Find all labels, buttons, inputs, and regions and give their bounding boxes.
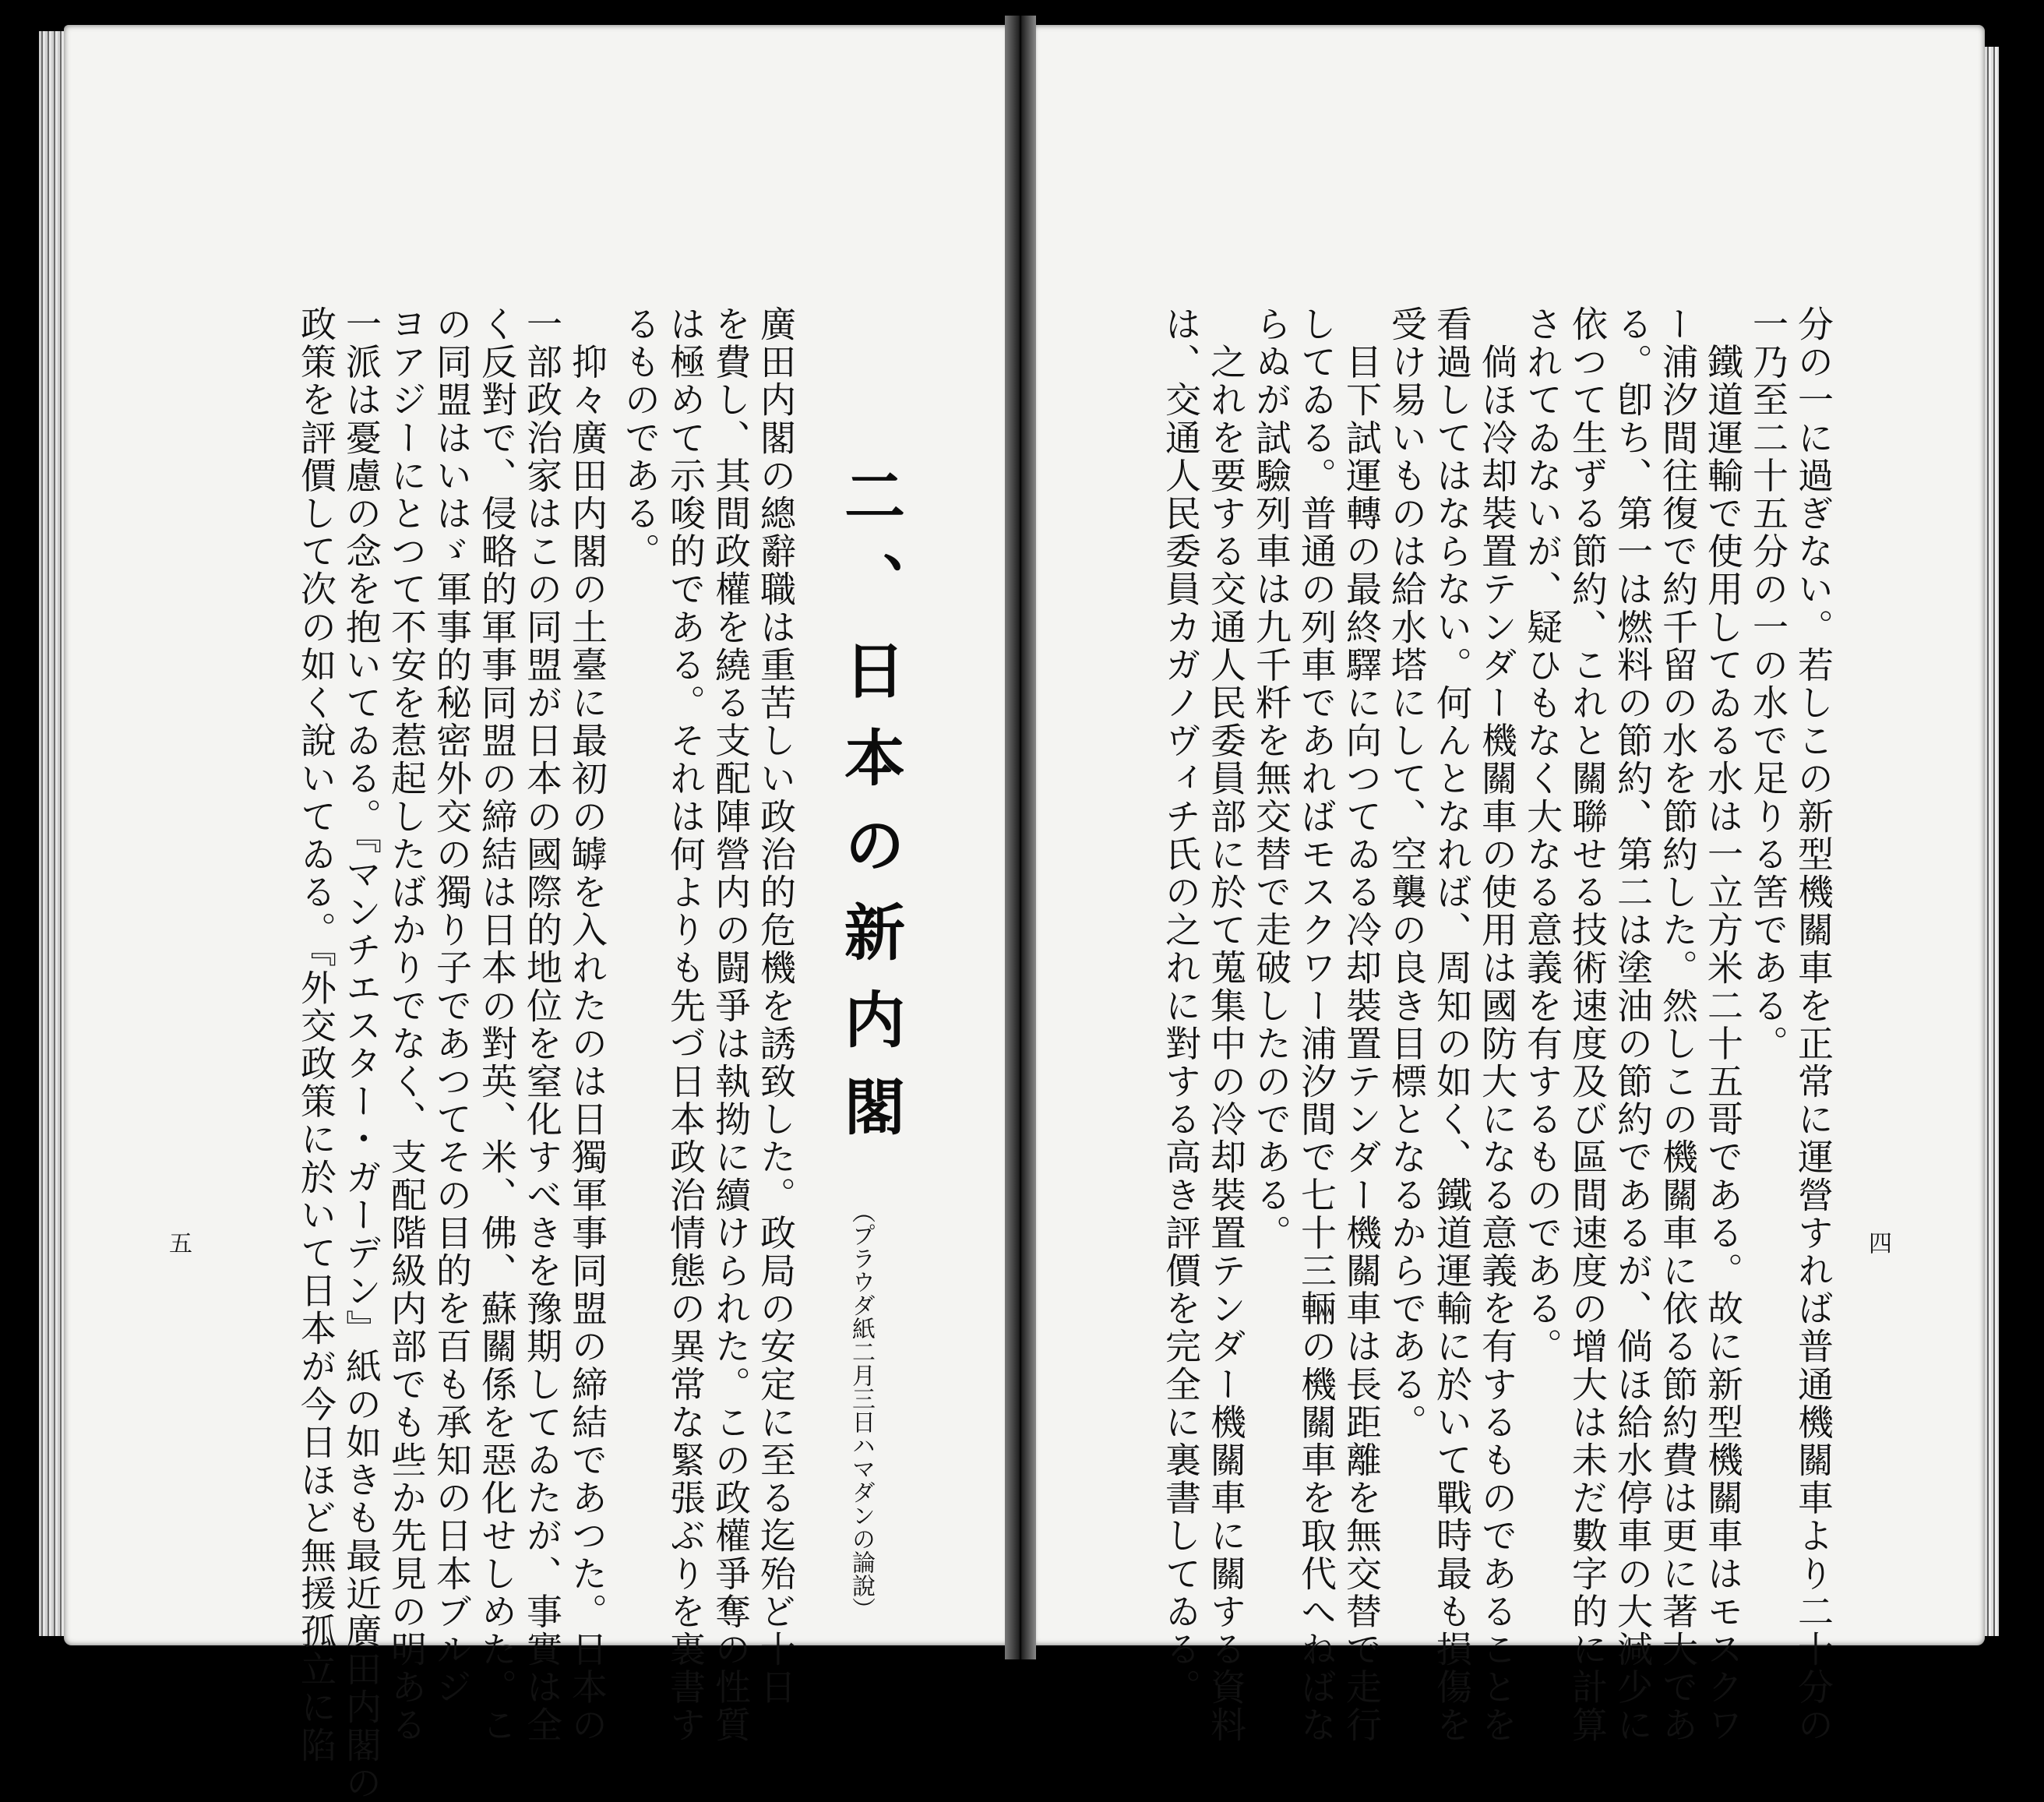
left-line-5: 抑々廣田内閣の土臺に最初の罅を入れたのは日獨軍事同盟の締結であつた。日本の: [566, 305, 608, 1744]
right-line-1: 分の一に過ぎない。若しこの新型機關車を正常に運營すれば普通機關車より二十分の: [1792, 305, 1834, 1744]
right-line-4: ー浦汐間往復で約千留の水を節約した。然しこの機關車に依る節約費は更に著大であ: [1657, 305, 1699, 1744]
right-line-2: 一乃至二十五分の一の水で足りる筈である。: [1747, 305, 1789, 1063]
left-line-8: の同盟はいはゞ軍事的秘密外交の獨り子であつてその目的を百も承知の日本ブルジ: [431, 305, 473, 1707]
right-line-8: 倘ほ冷却裝置テンダー機關車の使用は國防大になる意義を有するものであることを: [1476, 305, 1518, 1744]
right-line-7: されてゐないが、疑ひもなく大なる意義を有するものである。: [1521, 305, 1563, 1366]
right-line-12: してゐる。普通の列車であればモスクワー浦汐間で七十三輛の機關車を取代へねばな: [1295, 305, 1337, 1744]
left-page-number: 五: [164, 1231, 192, 1254]
right-line-9: 看過してはならない。何んとなれば、周知の如く、鐵道運輸に於いて戰時最も損傷を: [1431, 305, 1473, 1744]
left-line-2: を費し、其間政權を繞る支配陣營内の闘爭は執拗に續けられた。この政權爭奪の性質: [710, 305, 752, 1744]
article-title: 二、日本の新内閣: [834, 464, 905, 1162]
right-line-10: 受け易いものは給水塔にして、空襲の良き目標となるからである。: [1386, 305, 1428, 1441]
right-line-15: は、交通人民委員カガノヴィチ氏の之れに對する高き評價を完全に裏書してゐる。: [1160, 305, 1202, 1707]
left-line-10: 一派は憂慮の念を抱いてゐる。『マンチエスター・ガーデン』紙の如きも最近廣田内閣の: [340, 305, 382, 1802]
left-line-11: 政策を評價して次の如く說いてゐる。『外交政策に於いて日本が今日ほど無援孤立に陷: [295, 305, 337, 1765]
book-gutter: [1005, 16, 1036, 1659]
right-page-number: 四: [1864, 1231, 1891, 1254]
left-line-9: ヨアジーにとつて不安を惹起したばかりでなく、支配階級内部でも些か先見の明ある: [386, 305, 428, 1744]
right-line-5: る。卽ち、第一は燃料の節約、第二は塗油の節約であるが、倘ほ給水停車の大減少に: [1612, 305, 1654, 1744]
right-line-11: 目下試運轉の最終驛に向つてゐる冷却裝置テンダー機關車は長距離を無交替で走行: [1341, 305, 1383, 1744]
left-line-3: は極めて示唆的である。それは何よりも先づ日本政治情態の異常な緊張ぶりを裏書す: [664, 305, 707, 1744]
right-line-14: 之れを要する交通人民委員部に於て蒐集中の冷却裝置テンダー機關車に關する資料: [1205, 305, 1247, 1744]
left-line-1: 廣田内閣の總辭職は重苦しい政治的危機を誘致した。政局の安定に至る迄殆ど十日: [755, 305, 797, 1707]
left-line-4: るものである。: [619, 305, 661, 571]
right-line-3: 鐵道運輸で使用してゐる水は一立方米二十五哥である。故に新型機關車はモスクワ: [1702, 305, 1744, 1744]
right-line-6: 依つて生ずる節約、これと關聯せる技術速度及び區間速度の增大は未だ數字的に計算: [1566, 305, 1609, 1744]
right-line-13: らぬが試驗列車は九千粁を無交替で走破したのである。: [1250, 305, 1292, 1252]
left-line-6: 一部政治家はこの同盟が日本の國際的地位を窒化すべきを豫期してゐたが、事實は全: [521, 305, 563, 1744]
page-edges-left: [39, 31, 67, 1636]
article-source: （プラウダ紙二月三日ハマダンの論說）: [848, 1200, 875, 1620]
left-line-7: く反對で、侵略的軍事同盟の締結は日本の對英、米、佛、蘇關係を惡化せしめた。こ: [476, 305, 518, 1744]
